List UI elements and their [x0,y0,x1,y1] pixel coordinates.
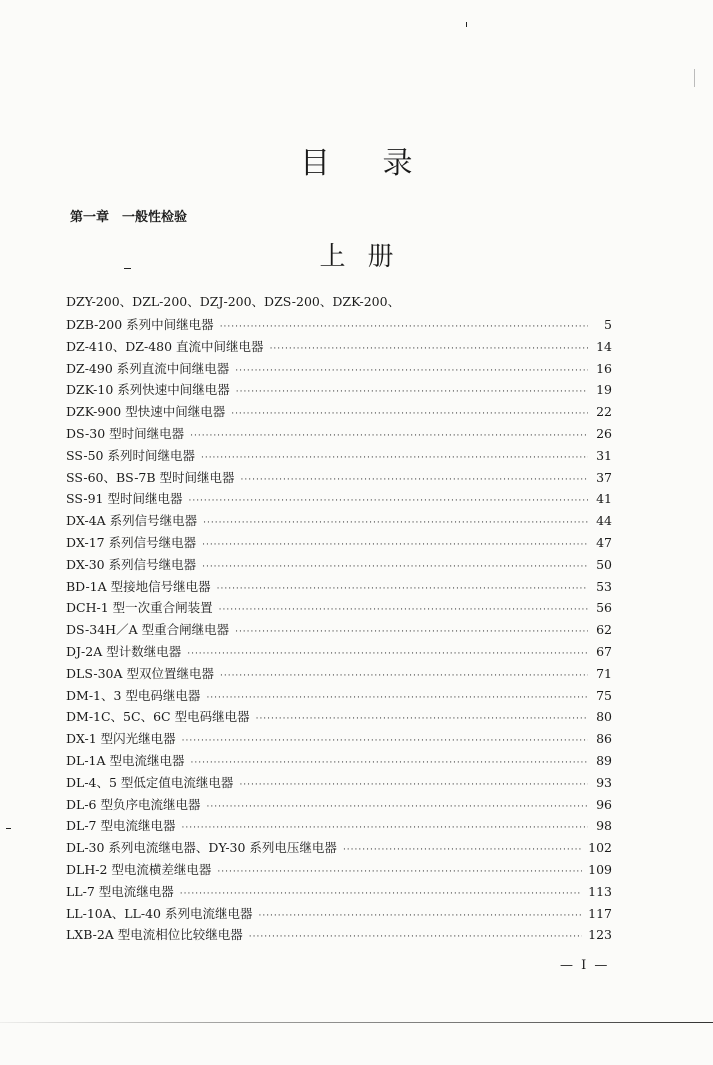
toc-entry-page: 50 [596,556,612,572]
scan-speck [466,22,467,27]
toc-leader-dots [217,867,582,877]
toc-entry-title: DLH-2 型电流横差继电器 [66,861,212,877]
toc-entry [66,555,612,577]
toc-entry-title: DX-1 型闪光继电器 [66,731,176,747]
toc-entry-page: 56 [596,600,612,616]
toc-entry-page: 26 [596,425,612,441]
scan-edge-line [0,1022,713,1023]
toc-entry-title: DL-30 系列电流继电器、DY-30 系列电压继电器 [66,840,337,856]
toc-leader-dots [206,802,588,812]
toc-entry-title: LL-7 型电流继电器 [66,883,174,899]
toc-leader-dots [180,889,582,899]
toc-entry-title: SS-50 系列时间继电器 [66,447,195,463]
toc-entry [66,816,612,838]
toc-entry-title: DLS-30A 型双位置继电器 [66,665,214,681]
toc-entry [66,337,612,359]
scan-speck [6,828,11,829]
toc-leader-dots [241,475,588,485]
toc-entry [66,751,612,773]
toc-entry [66,795,612,817]
toc-leader-dots [235,627,588,637]
toc-entry-page: 5 [604,317,612,332]
scan-speck [694,69,695,87]
toc-entry-title: SS-91 型时间继电器 [66,491,183,507]
toc-leader-dots [191,758,588,768]
toc-leader-dots [217,584,588,594]
toc-leader-dots [343,845,582,855]
toc-entry-title: DZ-490 系列直流中间继电器 [66,360,230,376]
volume-heading [0,236,713,273]
toc-entry-title: DX-4A 系列信号继电器 [66,513,198,529]
toc-entry-page: 16 [596,360,612,376]
toc-leader-dots [182,736,588,746]
toc-leader-dots [220,322,588,332]
toc-entry-page: 22 [596,404,612,420]
toc-entry-page: 62 [596,622,612,638]
toc-entry [66,489,612,511]
toc-leader-dots [249,932,582,942]
toc-entry-title: DZ-410、DZ-480 直流中间继电器 [66,338,264,354]
toc-entry-title: LL-10A、LL-40 系列电流继电器 [66,905,253,921]
toc-entry-title: DL-7 型电流继电器 [66,818,176,834]
toc-entry-page: 109 [588,861,612,877]
toc-entry [66,925,612,947]
toc-entry [66,359,612,381]
toc-entry [66,511,612,533]
toc-entry-page: 98 [596,818,612,834]
toc-entry [66,686,612,708]
toc-leader-dots [181,823,588,833]
page-title [0,138,713,182]
toc-leader-dots [206,693,588,703]
toc-entry-title: DZB-200 系列中间继电器 [66,317,214,332]
toc-entry [66,468,612,490]
toc-entry [66,860,612,882]
toc-entry-page: 44 [596,513,612,529]
toc-entry-page: 89 [596,752,612,768]
toc-leader-dots [239,780,588,790]
toc-leader-dots [219,605,588,615]
toc-entry-page: 75 [596,687,612,703]
toc-leader-dots [203,518,588,528]
toc-entry-page: 41 [596,491,612,507]
toc-entry-title: DX-30 系列信号继电器 [66,556,197,572]
toc-entry-page: 47 [596,534,612,550]
toc-entry [66,838,612,860]
toc-entry [66,904,612,926]
toc-entry-page: 96 [596,796,612,812]
toc-entry-title: DL-4、5 型低定值电流继电器 [66,774,234,790]
toc-entry-title: BD-1A 型接地信号继电器 [66,578,211,594]
toc-entry-page: 93 [596,774,612,790]
toc-entry-title: DM-1、3 型电码继电器 [66,687,201,703]
toc-entry-title: DS-30 型时间继电器 [66,425,185,441]
toc-leader-dots [258,911,582,921]
toc-entry [66,620,612,642]
toc-entry-title: DZK-10 系列快速中间继电器 [66,382,230,398]
toc-entry [66,598,612,620]
toc-leader-dots [201,453,588,463]
toc-entry [66,380,612,402]
toc-entry [66,642,612,664]
scan-speck [124,268,131,269]
toc-entry-title: DCH-1 型一次重合闸装置 [66,600,213,616]
toc-entry-page: 37 [596,469,612,485]
toc-entry-title: LXB-2A 型电流相位比较继电器 [66,927,243,943]
volume-char-1: 上 [319,242,346,272]
toc-entry-title: DS-34H／A 型重合闸继电器 [66,622,230,638]
toc-entry-title: DL-6 型负序电流继电器 [66,796,201,812]
toc-leader-dots [190,431,588,441]
toc-entry-page: 67 [596,643,612,659]
toc-entry-page: 53 [596,578,612,594]
toc-entry [66,424,612,446]
toc-entry [66,707,612,729]
toc-leader-dots [256,714,588,724]
toc-entry-title: DZK-900 型快速中间继电器 [66,404,226,420]
toc-entry-page: 86 [596,731,612,747]
toc-list [66,315,612,947]
toc-entry [66,664,612,686]
toc-entry [66,773,612,795]
volume-char-2: 册 [367,242,394,272]
toc-entry-page: 117 [588,905,612,921]
toc-entry [66,402,612,424]
toc-leader-dots [202,540,588,550]
title-char-1: 目 [300,146,331,181]
toc-entry [66,446,612,468]
toc-header-line: DZY-200、DZL-200、DZJ-200、DZS-200、DZK-200、 [66,294,401,309]
toc-leader-dots [231,409,588,419]
toc-entry-page: 14 [596,338,612,354]
toc-entry-title: DM-1C、5C、6C 型电码继电器 [66,709,250,725]
toc-entry [66,882,612,904]
toc-entry [66,533,612,555]
toc-entry-title: DL-1A 型电流继电器 [66,752,185,768]
toc-entry-title: DX-17 系列信号继电器 [66,534,197,550]
toc-entry-page: 102 [588,840,612,856]
toc-entry [66,729,612,751]
toc-entry-title: SS-60、BS-7B 型时间继电器 [66,469,235,485]
toc-leader-dots [235,366,588,376]
toc-leader-dots [236,387,588,397]
toc-entry [66,577,612,599]
page-number: — I — [560,958,610,973]
toc-leader-dots [270,344,588,354]
chapter-heading: 第一章 一般性检验 [70,210,188,225]
toc-entry-title: DJ-2A 型计数继电器 [66,643,182,659]
toc-entry-page: 80 [596,709,612,725]
toc-leader-dots [187,649,588,659]
toc-leader-dots [202,562,588,572]
toc-leader-dots [188,496,588,506]
toc-entry-page: 71 [596,665,612,681]
toc-entry-page: 19 [596,382,612,398]
toc-entry [66,315,612,337]
toc-entry-page: 123 [588,927,612,943]
toc-entry-page: 31 [596,447,612,463]
title-char-2: 录 [382,146,413,181]
toc-leader-dots [220,671,588,681]
toc-entry-page: 113 [588,883,612,899]
